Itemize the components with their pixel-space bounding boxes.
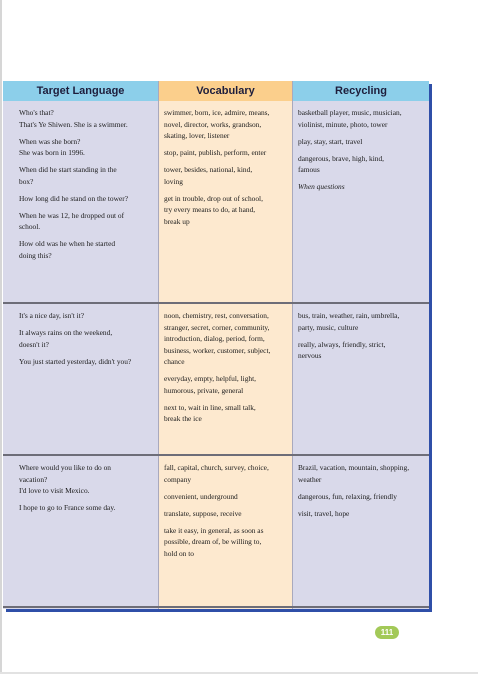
vocab-line: skating, lover, listener (164, 131, 230, 140)
row-2-recycling-cell (298, 310, 429, 367)
target-line: Where would you like to do on (19, 463, 111, 472)
target-group (19, 210, 156, 233)
row-3-vocab-cell (164, 462, 292, 565)
recycling-line: bus, train, weather, rain, umbrella, (298, 311, 400, 320)
vocab-group (164, 491, 292, 503)
vocab-line: break the ice (164, 414, 202, 423)
target-line: I hope to go to France some day. (19, 503, 116, 512)
vocab-line: chance (164, 357, 185, 366)
recycling-line: violinist, minute, photo, tower (298, 119, 388, 129)
target-line: When did he start standing in the (19, 165, 117, 174)
vocab-line: tower, besides, national, kind, (164, 165, 253, 174)
vocab-line: convenient, underground (164, 491, 238, 501)
recycling-line: basketball player, music, musician, (298, 108, 402, 117)
vocab-line: noon, chemistry, rest, conversation, (164, 311, 269, 320)
target-group (19, 238, 156, 261)
vocab-line: hold on to (164, 548, 194, 558)
recycling-group (298, 181, 429, 193)
vocab-group (164, 193, 292, 228)
vocab-line: next to, wait in line, small talk, (164, 402, 256, 412)
target-group (19, 164, 156, 187)
recycling-line: dangerous, fun, relaxing, friendly (298, 491, 397, 501)
header-vocabulary: Vocabulary (159, 81, 292, 101)
row-1-target-cell (19, 107, 156, 267)
target-line: school. (19, 222, 41, 231)
vocab-line: translate, suppose, receive (164, 508, 242, 518)
vocab-group (164, 147, 292, 159)
vocab-group (164, 373, 292, 396)
vocab-line: get in trouble, drop out of school, (164, 193, 263, 203)
language-table (3, 81, 429, 609)
target-group (19, 136, 156, 159)
target-line: How old was he when he started (19, 239, 116, 248)
target-line: doesn't it? (19, 339, 49, 349)
target-group (19, 502, 156, 514)
row-1-recycling-cell (298, 107, 429, 198)
recycling-line: weather (298, 474, 322, 484)
target-line: box? (19, 176, 34, 186)
target-line: It always rains on the weekend, (19, 328, 113, 337)
vocab-line: business, worker, customer, subject, (164, 345, 271, 355)
recycling-line: party, music, culture (298, 322, 359, 332)
recycling-line: When questions (298, 182, 345, 191)
target-group (19, 193, 156, 205)
recycling-group (298, 491, 429, 503)
recycling-line: really, always, friendly, strict, (298, 339, 386, 349)
target-group (19, 107, 156, 130)
recycling-line: nervous (298, 351, 322, 360)
target-line: Who's that? (19, 108, 54, 117)
recycling-group (298, 153, 429, 176)
target-group (19, 310, 156, 322)
vocab-line: possible, dream of, be willing to, (164, 537, 262, 546)
vocab-line: stranger, secret, corner, community, (164, 322, 270, 332)
target-line: When he was 12, he dropped out of (19, 210, 125, 220)
vocab-line: swimmer, born, ice, admire, means, (164, 108, 270, 117)
vocab-line: humorous, private, general (164, 385, 244, 395)
vocab-group (164, 402, 292, 425)
vocab-group (164, 164, 292, 187)
vocab-group (164, 462, 292, 485)
recycling-line: famous (298, 165, 320, 174)
recycling-line: Brazil, vacation, mountain, shopping, (298, 463, 410, 472)
row-separator (3, 454, 429, 456)
vocab-group (164, 525, 292, 560)
vocab-group (164, 107, 292, 142)
recycling-line: visit, travel, hope (298, 508, 350, 518)
vocab-line: loving (164, 176, 183, 186)
vocab-line: stop, paint, publish, perform, enter (164, 148, 267, 157)
recycling-group (298, 107, 429, 130)
target-line: How long did he stand on the tower? (19, 193, 128, 203)
target-group (19, 462, 156, 497)
page-edge-left (0, 0, 2, 674)
header-target-language: Target Language (3, 81, 158, 101)
recycling-group (298, 136, 429, 148)
target-line: When was she born? (19, 136, 81, 146)
target-line: doing this? (19, 250, 52, 260)
recycling-group (298, 310, 429, 333)
row-2-vocab-cell (164, 310, 292, 430)
vocab-group (164, 508, 292, 520)
target-line: That's Ye Shiwen. She is a swimmer. (19, 119, 128, 129)
vocab-line: company (164, 474, 192, 484)
target-line: She was born in 1996. (19, 148, 85, 157)
recycling-line: play, stay, start, travel (298, 136, 363, 146)
row-1-vocab-cell (164, 107, 292, 233)
target-line: vacation? (19, 474, 48, 484)
vocab-line: fall, capital, church, survey, choice, (164, 463, 269, 472)
target-line: It's a nice day, isn't it? (19, 311, 84, 320)
vocab-line: introduction, dialog, period, form, (164, 334, 265, 343)
target-line: You just started yesterday, didn't you? (19, 356, 132, 366)
vocab-line: novel, director, works, grandson, (164, 119, 262, 129)
page-number-badge: 111 (375, 626, 399, 639)
target-line: I'd love to visit Mexico. (19, 486, 90, 495)
target-group (19, 327, 156, 350)
target-group (19, 356, 156, 368)
row-separator (3, 302, 429, 304)
row-2-target-cell (19, 310, 156, 373)
vocab-line: try every means to do, at hand, (164, 205, 256, 214)
recycling-group (298, 508, 429, 520)
recycling-group (298, 462, 429, 485)
vocab-line: everyday, empty, helpful, light, (164, 374, 257, 383)
vocab-line: take it easy, in general, as soon as (164, 525, 264, 535)
row-separator (3, 606, 429, 608)
recycling-group (298, 339, 429, 362)
recycling-line: dangerous, brave, high, kind, (298, 153, 384, 163)
header-recycling: Recycling (293, 81, 429, 101)
vocab-group (164, 310, 292, 368)
vocab-line: break up (164, 216, 190, 226)
row-3-target-cell (19, 462, 156, 519)
row-3-recycling-cell (298, 462, 429, 525)
